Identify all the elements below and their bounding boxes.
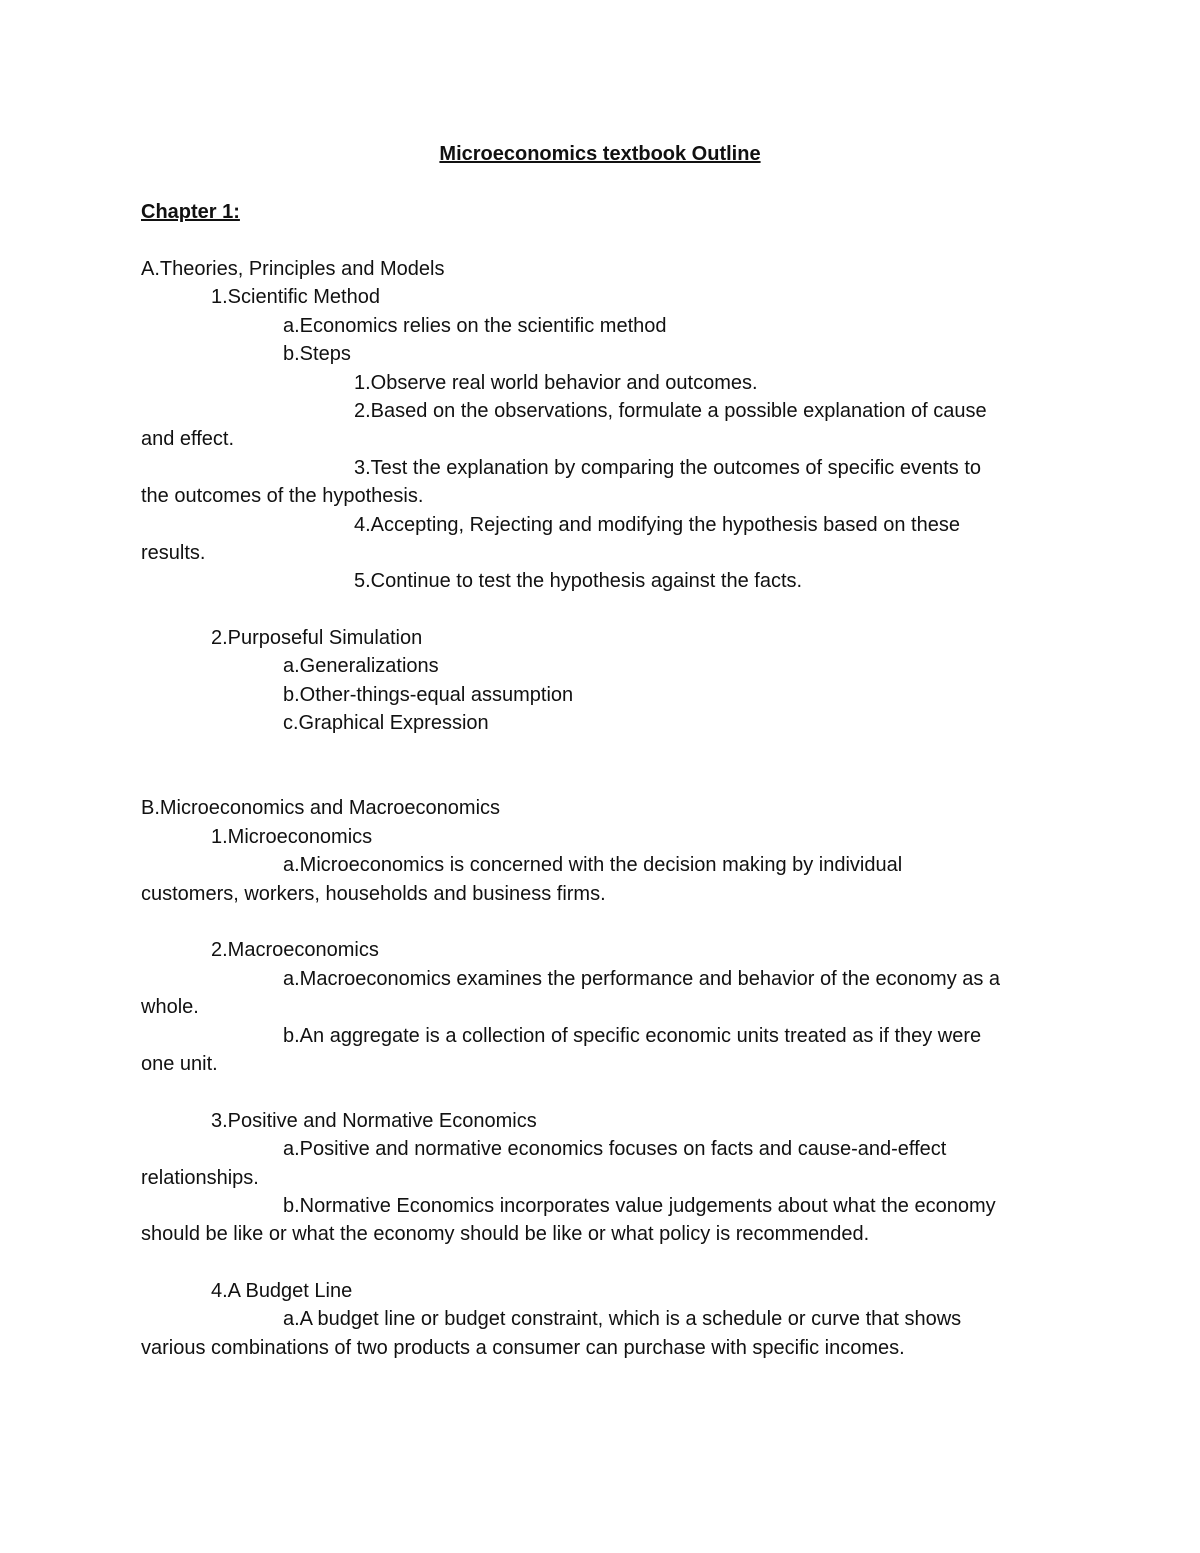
- microeconomics-item-a-continued: customers, workers, households and business firms.: [141, 882, 606, 905]
- positive-normative-item-a-continued: relationships.: [141, 1166, 259, 1189]
- macroeconomics-heading: 2.Macroeconomics: [211, 939, 379, 962]
- step-1: 1.Observe real world behavior and outcomes.: [354, 371, 758, 394]
- positive-normative-item-a: a.Positive and normative economics focuses on facts and cause-and-effect: [283, 1138, 947, 1161]
- outline-body: [141, 255, 1066, 1362]
- step-2: 2.Based on the observations, formulate a possible explanation of cause: [354, 399, 987, 422]
- positive-normative-item-b-continued: should be like or what the economy should be like or what policy is recommended.: [141, 1223, 870, 1246]
- positive-normative-heading: 3.Positive and Normative Economics: [211, 1109, 537, 1132]
- macroeconomics-item-b-continued: one unit.: [141, 1052, 218, 1075]
- scientific-method-item-a: a.Economics relies on the scientific method: [283, 314, 667, 337]
- macroeconomics-item-b: b.An aggregate is a collection of specific economic units treated as if they were: [283, 1024, 982, 1047]
- purposeful-simulation-item: b.Other-things-equal assumption: [283, 683, 574, 706]
- purposeful-simulation-item: a.Generalizations: [283, 655, 439, 678]
- macroeconomics-item-a: a.Macroeconomics examines the performance and behavior of the economy as a: [283, 967, 1001, 990]
- step-3: 3.Test the explanation by comparing the outcomes of specific events to: [354, 456, 982, 479]
- microeconomics-item-a: a.Microeconomics is concerned with the decision making by individual: [283, 854, 903, 877]
- section-a-heading: A.Theories, Principles and Models: [141, 258, 445, 280]
- step-4-continued: results.: [141, 541, 206, 564]
- purposeful-simulation-item: c.Graphical Expression: [283, 712, 489, 735]
- chapter-heading: Chapter 1:: [141, 201, 240, 223]
- positive-normative-item-b: b.Normative Economics incorporates value judgements about what the economy: [283, 1194, 996, 1217]
- scientific-method-item-b: b.Steps: [283, 343, 351, 366]
- budget-line-heading: 4.A Budget Line: [211, 1280, 353, 1303]
- section-b-heading: B.Microeconomics and Macroeconomics: [141, 797, 501, 820]
- scientific-method-heading: 1.Scientific Method: [211, 286, 380, 309]
- macroeconomics-item-a-continued: whole.: [141, 996, 199, 1019]
- step-4: 4.Accepting, Rejecting and modifying the hypothesis based on these: [354, 513, 960, 536]
- budget-line-item-a-continued: various combinations of two products a consumer can purchase with specific incomes.: [141, 1336, 905, 1359]
- step-5: 5.Continue to test the hypothesis against the facts.: [354, 570, 803, 593]
- document-title: Microeconomics textbook Outline: [439, 143, 761, 165]
- microeconomics-heading: 1.Microeconomics: [211, 825, 373, 848]
- step-3-continued: the outcomes of the hypothesis.: [141, 485, 424, 508]
- budget-line-item-a: a.A budget line or budget constraint, which is a schedule or curve that shows: [283, 1308, 962, 1331]
- purposeful-simulation-heading: 2.Purposeful Simulation: [211, 627, 423, 650]
- step-2-continued: and effect.: [141, 428, 235, 451]
